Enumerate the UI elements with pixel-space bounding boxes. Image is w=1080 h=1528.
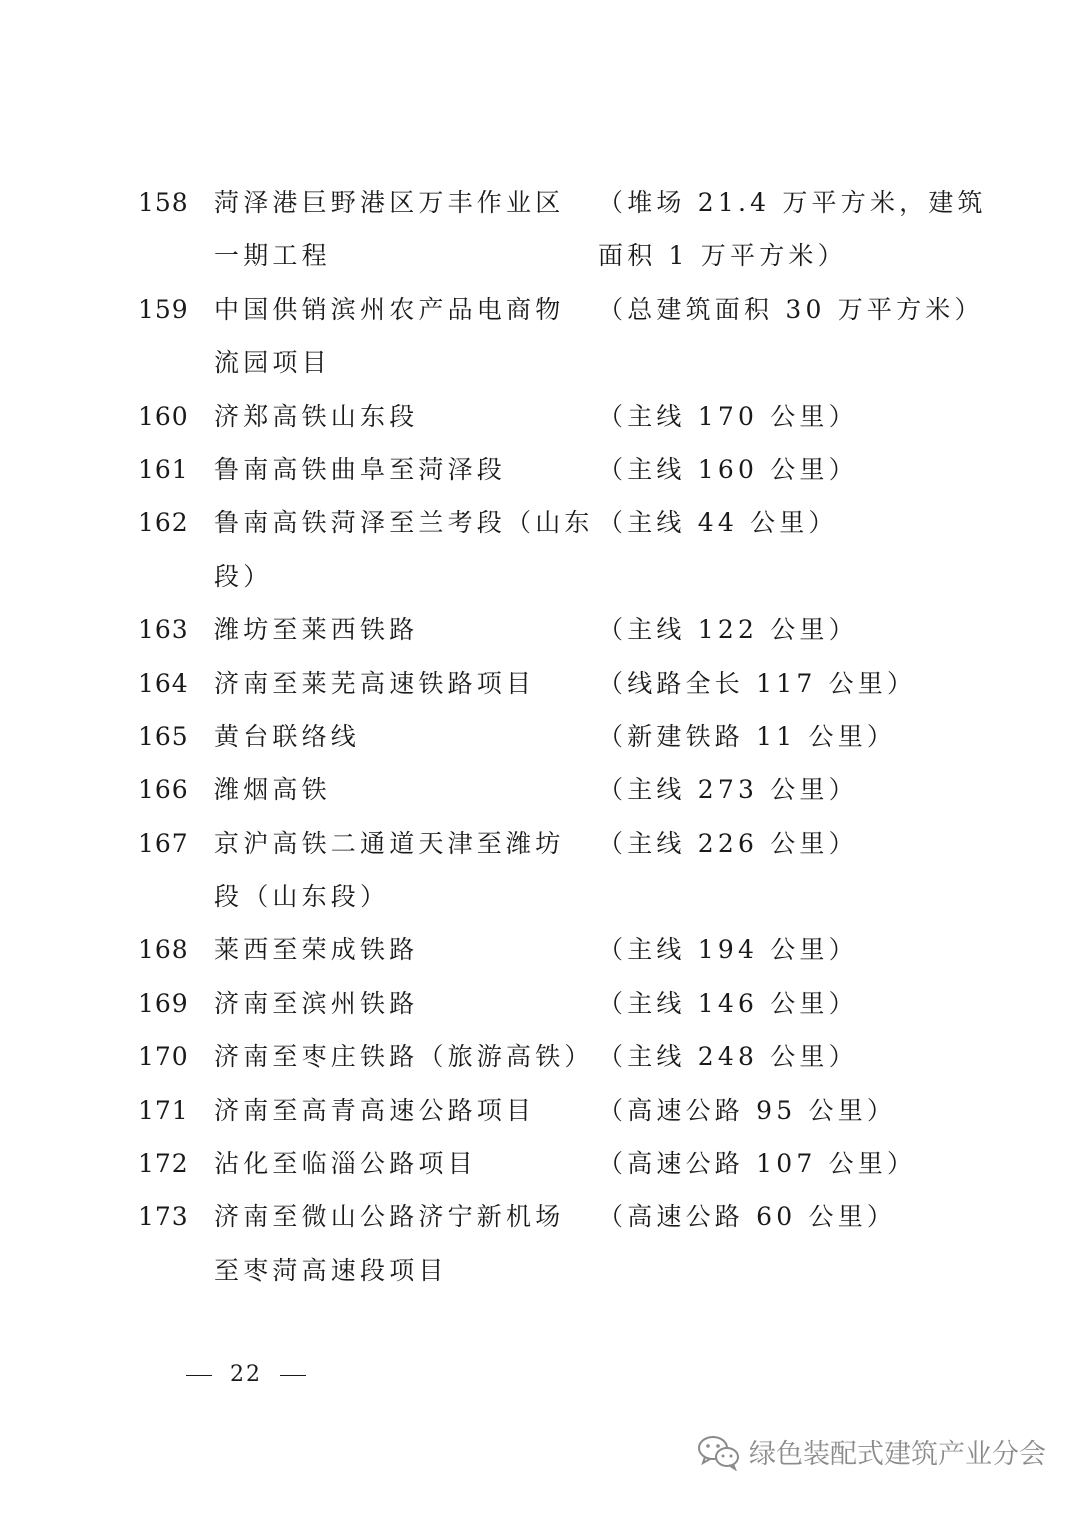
table-row	[0, 283, 1080, 390]
table-row	[0, 657, 1080, 710]
table-row	[0, 443, 1080, 496]
table-row	[0, 1137, 1080, 1190]
row-number: 166	[138, 775, 189, 805]
row-number: 161	[138, 454, 189, 484]
project-scale: （主线 273 公里）	[598, 775, 858, 805]
row-number: 162	[138, 508, 189, 538]
row-line	[0, 1244, 1080, 1297]
project-scale: （总建筑面积 30 万平方米）	[598, 294, 984, 324]
row-line	[0, 657, 1080, 710]
page-footer	[168, 1360, 324, 1390]
project-scale: （主线 194 公里）	[598, 935, 858, 965]
row-number: 173	[138, 1202, 189, 1232]
table-row	[0, 390, 1080, 443]
project-name: 段（山东段）	[214, 882, 390, 912]
row-number: 170	[138, 1042, 189, 1072]
project-name: 京沪高铁二通道天津至潍坊	[214, 828, 565, 858]
project-name: 段）	[214, 561, 273, 591]
project-scale: 面积 1 万平方米）	[598, 241, 847, 271]
project-name: 至枣菏高速段项目	[214, 1255, 448, 1285]
project-name: 鲁南高铁菏泽至兰考段（山东	[214, 508, 594, 538]
project-name: 黄台联络线	[214, 721, 361, 751]
table-row	[0, 977, 1080, 1030]
row-number: 159	[138, 294, 189, 324]
row-line	[0, 390, 1080, 443]
row-number: 172	[138, 1149, 189, 1179]
row-line	[0, 283, 1080, 336]
project-scale: （新建铁路 11 公里）	[598, 721, 897, 751]
project-name: 流园项目	[214, 348, 331, 378]
row-number: 167	[138, 828, 189, 858]
row-number: 164	[138, 668, 189, 698]
table-row	[0, 1190, 1080, 1297]
watermark-text: 绿色装配式建筑产业分会	[749, 1439, 1046, 1470]
project-scale: （主线 226 公里）	[598, 828, 858, 858]
project-name: 菏泽港巨野港区万丰作业区	[214, 188, 565, 217]
row-line	[0, 817, 1080, 870]
project-name: 济南至滨州铁路	[214, 988, 419, 1018]
project-name: 一期工程	[214, 241, 331, 271]
row-number: 160	[138, 401, 189, 431]
project-scale: （主线 170 公里）	[598, 401, 858, 431]
table-row	[0, 710, 1080, 763]
project-name: 济南至微山公路济宁新机场	[214, 1202, 565, 1232]
row-number: 171	[138, 1095, 189, 1125]
project-name: 中国供销滨州农产品电商物	[214, 294, 565, 324]
footer-dash-right	[280, 1375, 306, 1376]
project-scale: （主线 160 公里）	[598, 454, 858, 484]
page-number: 22	[230, 1362, 262, 1387]
row-line	[0, 1030, 1080, 1083]
project-scale: （主线 146 公里）	[598, 988, 858, 1018]
project-scale: （线路全长 117 公里）	[598, 668, 917, 698]
row-line	[0, 870, 1080, 923]
row-number: 169	[138, 988, 189, 1018]
row-number: 165	[138, 721, 189, 751]
row-line	[0, 1137, 1080, 1190]
table-row	[0, 763, 1080, 816]
row-line	[0, 176, 1080, 229]
wechat-icon	[697, 1433, 741, 1471]
table-row	[0, 496, 1080, 603]
row-line	[0, 550, 1080, 603]
project-name: 潍坊至莱西铁路	[214, 615, 419, 645]
table-row	[0, 923, 1080, 976]
project-scale: （高速公路 107 公里）	[598, 1149, 917, 1179]
row-line	[0, 1084, 1080, 1137]
project-scale: （高速公路 95 公里）	[598, 1095, 897, 1125]
project-scale: （堆场 21.4 万平方米，建筑	[598, 188, 987, 217]
project-name: 潍烟高铁	[214, 775, 331, 805]
project-scale: （主线 248 公里）	[598, 1042, 858, 1072]
project-list	[0, 176, 1080, 1297]
table-row	[0, 603, 1080, 656]
footer-dash-left	[186, 1375, 212, 1376]
project-name: 沾化至临淄公路项目	[214, 1149, 477, 1179]
project-name: 济南至枣庄铁路（旅游高铁）	[214, 1042, 594, 1072]
project-name: 济郑高铁山东段	[214, 401, 419, 431]
table-row	[0, 817, 1080, 924]
row-line	[0, 710, 1080, 763]
table-row	[0, 1030, 1080, 1083]
project-scale: （高速公路 60 公里）	[598, 1202, 897, 1232]
project-scale: （主线 44 公里）	[598, 508, 838, 538]
row-line	[0, 603, 1080, 656]
watermark	[697, 1432, 1046, 1471]
row-number: 158	[138, 188, 189, 217]
project-scale: （主线 122 公里）	[598, 615, 858, 645]
row-line	[0, 443, 1080, 496]
table-row	[0, 176, 1080, 283]
table-row	[0, 1084, 1080, 1137]
row-line	[0, 336, 1080, 389]
row-line	[0, 977, 1080, 1030]
project-name: 济南至高青高速公路项目	[214, 1095, 536, 1125]
row-number: 163	[138, 615, 189, 645]
row-line	[0, 496, 1080, 549]
row-line	[0, 923, 1080, 976]
row-number: 168	[138, 935, 189, 965]
project-name: 鲁南高铁曲阜至菏泽段	[214, 454, 507, 484]
row-line	[0, 763, 1080, 816]
project-name: 莱西至荣成铁路	[214, 935, 419, 965]
row-line	[0, 229, 1080, 282]
row-line	[0, 1190, 1080, 1243]
project-name: 济南至莱芜高速铁路项目	[214, 668, 536, 698]
